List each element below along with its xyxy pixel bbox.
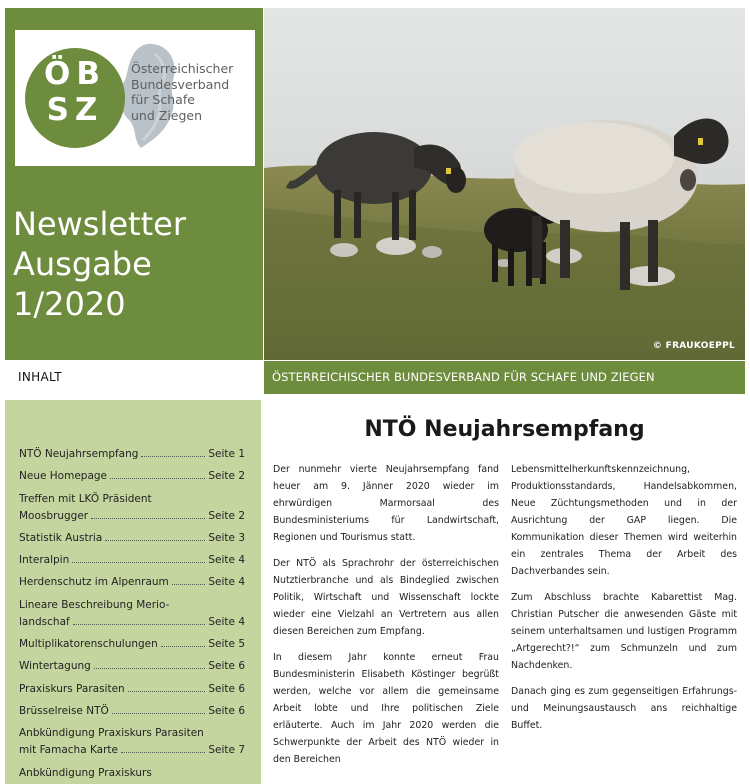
sheep-photo xyxy=(264,8,745,360)
toc-entry[interactable] xyxy=(19,470,245,482)
logo-org-line: für Schafe xyxy=(131,92,195,107)
toc-entry-label: Brüsselreise NTÖ xyxy=(19,704,109,717)
toc-entry[interactable] xyxy=(19,532,245,544)
toc-entry-page: Seite 6 xyxy=(208,660,245,673)
toc-leader xyxy=(141,456,205,457)
logo-org-name xyxy=(131,61,233,123)
toc-entry[interactable] xyxy=(19,576,245,588)
contents-label: INHALT xyxy=(18,370,62,384)
toc-entry-page: Seite 5 xyxy=(208,638,245,651)
toc-leader xyxy=(112,713,206,714)
org-banner-text: ÖSTERREICHISCHER BUNDESVERBAND FÜR SCHAFE UND ZIEGEN xyxy=(272,370,655,384)
toc-entry-label: Anbkündigung Praxiskurs xyxy=(19,766,152,779)
toc-leader xyxy=(110,478,205,479)
issue-title xyxy=(13,204,186,324)
toc-leader xyxy=(73,624,206,625)
toc-leader xyxy=(121,752,205,753)
toc-entry[interactable] xyxy=(19,599,245,628)
toc-entry-page: Seite 6 xyxy=(208,704,245,717)
toc-entry-page: Seite 7 xyxy=(208,744,245,757)
toc-entry[interactable] xyxy=(19,448,245,460)
article-paragraph: Danach ging es zum gegenseitigen Erfahrungs- und Meinungsaustausch ans reichhaltige Buffet. xyxy=(511,686,737,731)
toc-entry[interactable] xyxy=(19,638,245,650)
issue-line-number: 1/2020 xyxy=(13,285,126,323)
photo-credit: © FRAUKOEPPL xyxy=(652,341,735,351)
logo-org-line: Österreichischer xyxy=(131,61,234,76)
toc-entry-label: Praxiskurs Parasiten xyxy=(19,682,125,695)
toc-entry-label: Moosbrugger xyxy=(19,509,89,522)
toc-entry[interactable] xyxy=(19,705,245,717)
toc-entry-label: Neue Homepage xyxy=(19,470,107,483)
toc-leader xyxy=(161,646,206,647)
article-column-1 xyxy=(273,461,499,777)
toc-entry-page: Seite 4 xyxy=(208,554,245,567)
toc-entry-label-line1: Treffen mit LKÖ Präsident xyxy=(19,492,152,505)
issue-line-ausgabe: Ausgabe xyxy=(13,245,152,283)
toc-entry-label: mit Famacha Karte xyxy=(19,744,119,757)
toc-leader xyxy=(72,562,205,563)
article-paragraph: Zum Abschluss brachte Kabarettist Mag. Christian Putscher die anwesenden Gäste mit seinem unterhaltsamen und lustigen Programm „Artgerecht?!“ zum Schmunzeln und zum Nachdenken. xyxy=(511,592,737,671)
toc-entry-page: Seite 3 xyxy=(208,531,245,544)
toc-entry[interactable] xyxy=(19,727,245,756)
toc-entry-label: Statistik Austria xyxy=(19,531,103,544)
table-of-contents xyxy=(5,400,261,784)
toc-leader xyxy=(172,584,206,585)
article-paragraph: Der nunmehr vierte Neujahrsempfang fand heuer am 9. Jänner 2020 wieder im ehrwürdigen Marmorsaal des Bundesministeriums für Landwirtschaft, Regionen und Tourismus statt. xyxy=(273,464,499,543)
toc-leader xyxy=(94,668,206,669)
logo-org-line: und Ziegen xyxy=(131,107,203,123)
article-paragraph: In diesem Jahr konnte erneut Frau Bundesministerin Elisabeth Köstinger begrüßt werden, welche vor allem die gemeinsame Arbeit lobte und Ihre politischen Ziele erläuterte. Auch im Jahr 2020 werden die Schwerpunkte der Arbeit des NTÖ wieder in den Bereichen xyxy=(273,652,499,765)
toc-entry-label-line1: Lineare Beschreibung Merio- xyxy=(19,598,170,611)
masthead xyxy=(5,8,263,360)
article-title: NTÖ Neujahrsempfang xyxy=(364,417,645,442)
toc-entry-label: Interalpin xyxy=(19,554,70,567)
toc-entry-page: Seite 2 xyxy=(208,509,245,522)
logo-letters-bottom: SZ xyxy=(46,92,104,128)
toc-leader xyxy=(128,691,206,692)
org-banner xyxy=(264,361,745,394)
toc-entry-page: Seite 4 xyxy=(208,576,245,589)
toc-entry-label: Wintertagung xyxy=(19,660,91,673)
logo-letters xyxy=(33,56,117,128)
toc-entry-line2 xyxy=(19,616,245,628)
toc-entry-label: Herdenschutz im Alpenraum xyxy=(19,576,169,589)
contents-header xyxy=(5,361,263,394)
logo-letters-top: ÖB xyxy=(44,56,106,92)
toc-leader xyxy=(105,540,205,541)
toc-entry-page: Seite 1 xyxy=(208,448,245,460)
article-column-2 xyxy=(511,461,737,743)
toc-entry[interactable] xyxy=(19,767,245,779)
toc-entry[interactable] xyxy=(19,683,245,695)
toc-entry[interactable] xyxy=(19,660,245,672)
article-paragraph: Der NTÖ als Sprachrohr der österreichischen Nutztierbranche und als Bindeglied zwischen Politik, Wirtschaft und Wissenschaft lockte wieder eine Vielzahl an Vertretern aus allen diesen Bereichen zum Empfang. xyxy=(273,558,499,637)
logo xyxy=(15,30,255,166)
toc-entry-page: Seite 6 xyxy=(208,682,245,695)
toc-entry-page: Seite 2 xyxy=(208,470,245,483)
toc-entry-label: Multiplikatorenschulungen xyxy=(19,638,158,651)
toc-entry[interactable] xyxy=(19,554,245,566)
toc-entry-label-line1: Anbkündigung Praxiskurs Parasiten xyxy=(19,727,204,740)
toc-entry-page: Seite 4 xyxy=(208,615,245,628)
article-paragraph: Lebensmittelherkunftskennzeichnung, Produktionsstandards, Handelsabkommen, Neue Züchtungsmethoden und in der Ausrichtung der GAP liegen. Die Kommunikation dieser Themen wird weiterhin ein zentrales Thema der Arbeit des Dachverbandes sein. xyxy=(511,464,737,577)
toc-entry-label: landschaf xyxy=(19,615,70,628)
sheep-illustration xyxy=(264,8,745,360)
toc-leader xyxy=(91,518,205,519)
toc-entry-line2 xyxy=(19,744,245,756)
logo-org-line: Bundesverband xyxy=(131,76,230,92)
toc-entry[interactable] xyxy=(19,493,245,522)
toc-entry-line2 xyxy=(19,510,245,522)
issue-line-newsletter: Newsletter xyxy=(13,205,186,243)
toc-entry-label: NTÖ Neujahrsempfang xyxy=(19,448,139,460)
